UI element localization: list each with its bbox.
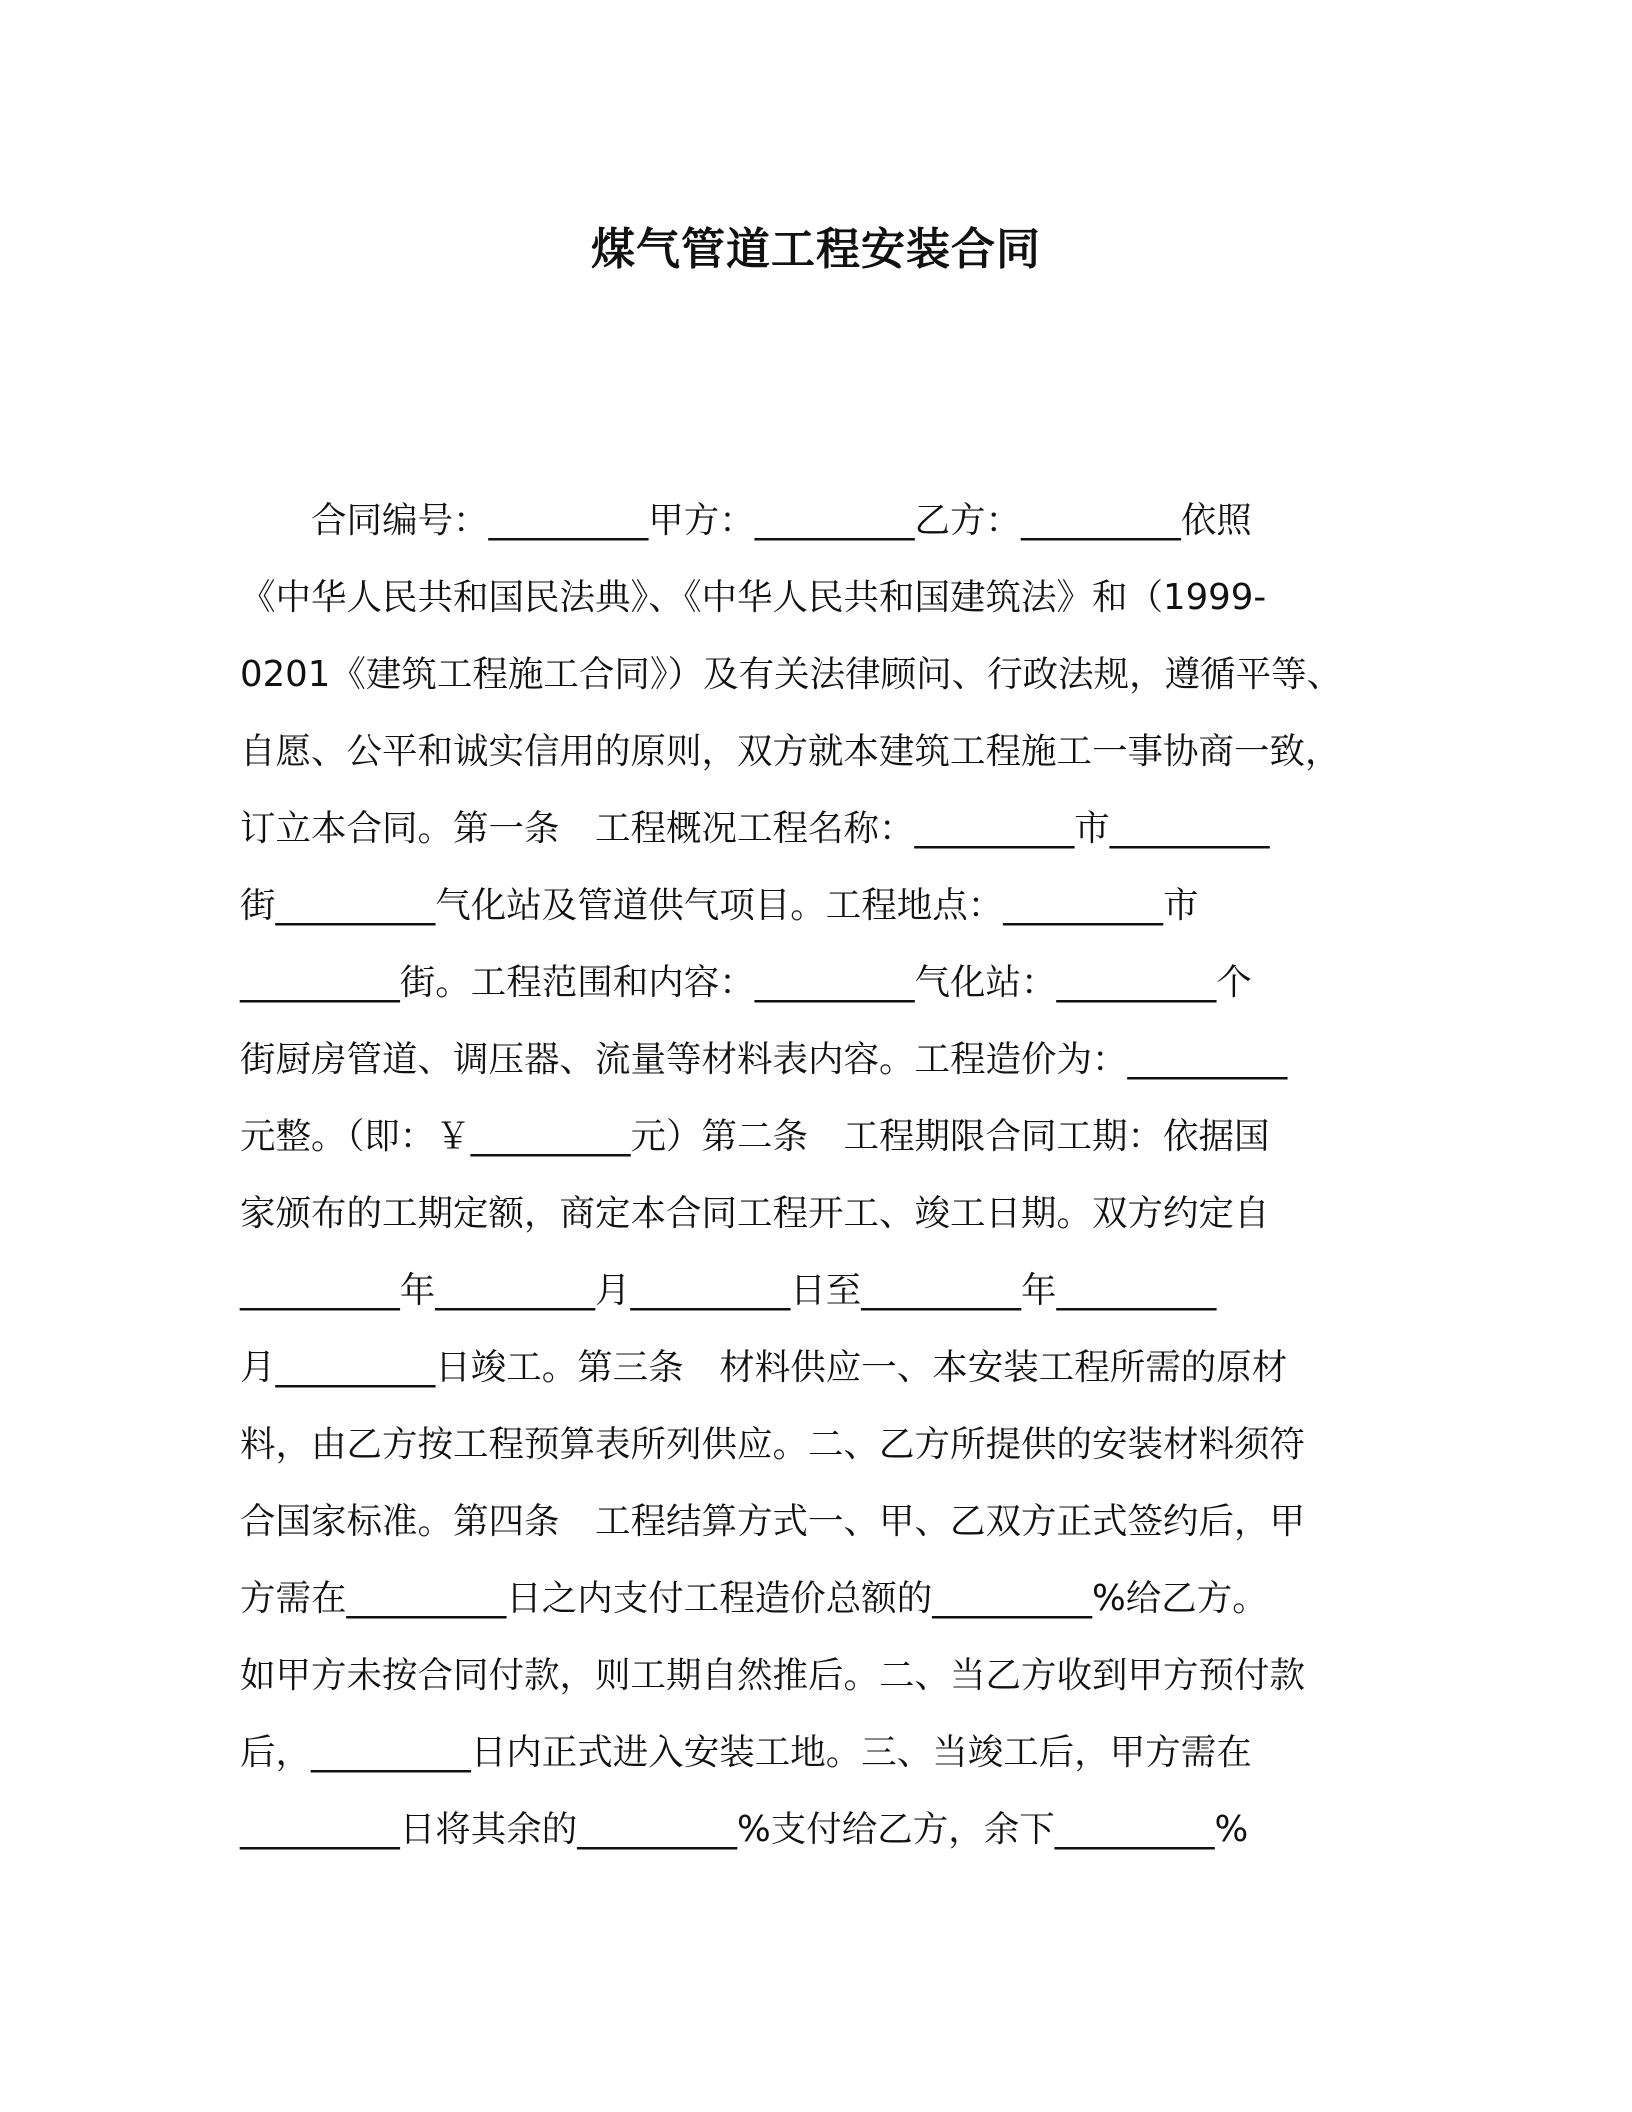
body-line: 后，_________日内正式进入安装工地。三、当竣工后，甲方需在: [240, 1732, 1252, 1773]
document-body: [240, 496, 1384, 1882]
body-line: 元整。（即：￥_________元）第二条 工程期限合同工期：依据国: [240, 1116, 1270, 1157]
body-line: 自愿、公平和诚实信用的原则，双方就本建筑工程施工一事协商一致，: [240, 731, 1341, 772]
body-line: 家颁布的工期定额，商定本合同工程开工、竣工日期。双方约定自: [240, 1193, 1270, 1234]
body-line: 0201《建筑工程施工合同》）及有关法律顾问、行政法规，遵循平等、: [240, 654, 1343, 695]
body-line: 合同编号：_________甲方：_________乙方：_________依照: [240, 500, 1252, 541]
body-line: _________街。工程范围和内容：_________气化站：_________个: [240, 962, 1252, 1003]
body-line: 《中华人民共和国民法典》、《中华人民共和国建筑法》和（1999-: [240, 577, 1267, 618]
body-line: 月_________日竣工。第三条 材料供应一、本安装工程所需的原材: [240, 1347, 1288, 1388]
body-line: _________日将其余的_________%支付给乙方，余下_________%: [240, 1809, 1249, 1850]
body-line: 料，由乙方按工程预算表所列供应。二、乙方所提供的安装材料须符: [240, 1424, 1306, 1465]
body-line: 如甲方未按合同付款，则工期自然推后。二、当乙方收到甲方预付款: [240, 1655, 1306, 1696]
body-line: 订立本合同。第一条 工程概况工程名称：_________市_________: [240, 808, 1270, 849]
body-line: 合国家标准。第四条 工程结算方式一、甲、乙双方正式签约后，甲: [240, 1501, 1306, 1542]
body-line: _________年_________月_________日至_________年_________: [240, 1270, 1217, 1311]
body-line: 街厨房管道、调压器、流量等材料表内容。工程造价为：_________: [240, 1039, 1288, 1080]
document-title: 煤气管道工程安装合同: [591, 224, 1041, 275]
body-line: 方需在_________日之内支付工程造价总额的_________%给乙方。: [240, 1578, 1268, 1619]
body-line: 街_________气化站及管道供气项目。工程地点：_________市: [240, 885, 1199, 926]
